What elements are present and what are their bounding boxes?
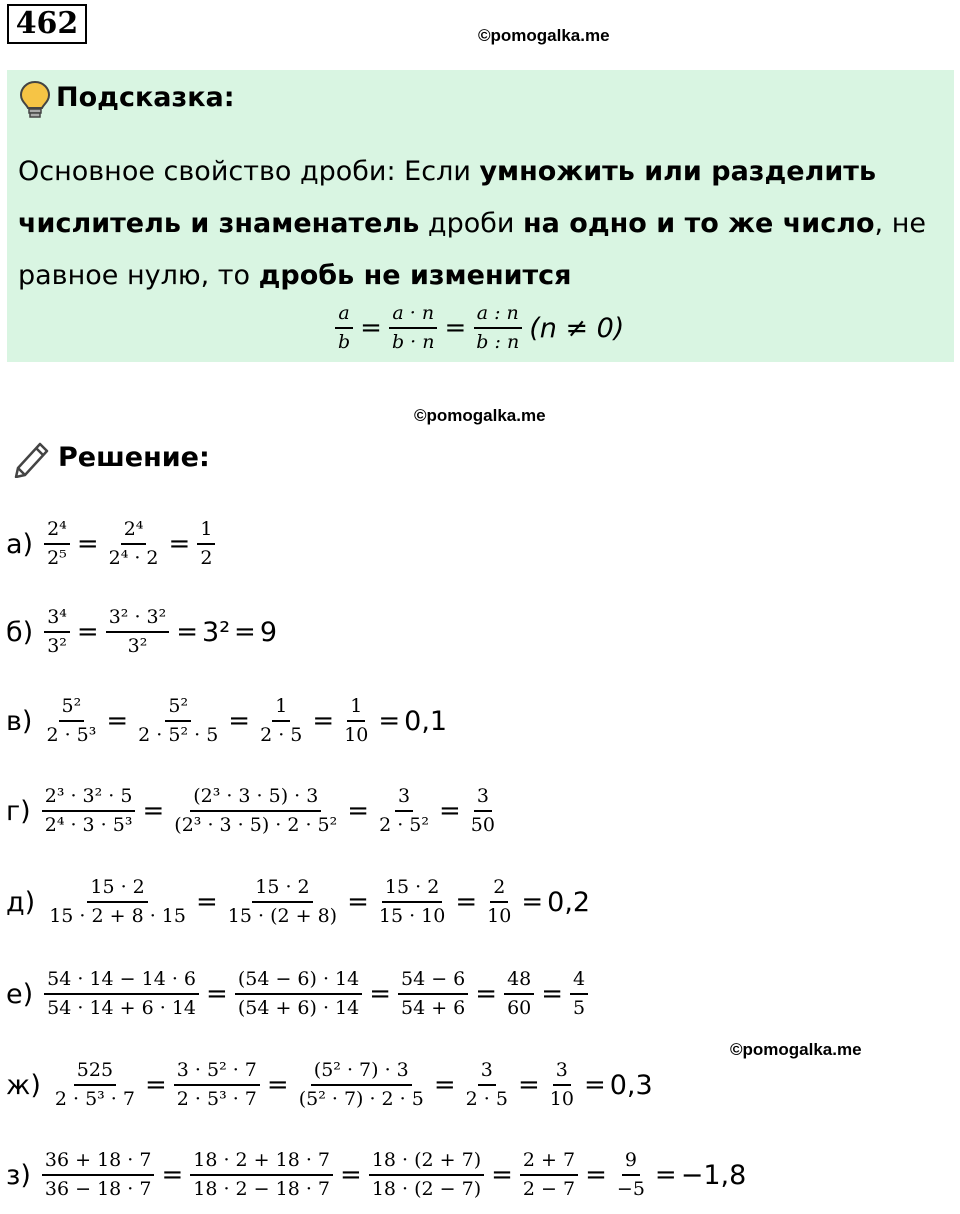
fraction: [504, 968, 534, 1020]
fraction: [44, 968, 199, 1020]
hint-text: [18, 146, 948, 302]
hint-text-fragment: дробь не изменится: [258, 260, 572, 291]
hint-text-fragment: дроби: [419, 208, 524, 239]
fraction: [468, 785, 498, 837]
result-value: 9: [259, 616, 278, 648]
equals-sign: =: [583, 1070, 606, 1100]
fraction: [42, 1149, 155, 1201]
equals-sign: =: [106, 706, 129, 736]
lightbulb-icon: [18, 80, 52, 124]
numerator: (54 − 6) · 14: [235, 968, 362, 995]
fraction: [520, 1149, 578, 1201]
equals-sign: =: [444, 313, 467, 343]
equals-sign: =: [266, 1070, 289, 1100]
denominator: 18 · 2 − 18 · 7: [193, 1178, 331, 1200]
equals-sign: =: [475, 979, 498, 1009]
equals-sign: =: [517, 1070, 540, 1100]
hint-title: Подсказка:: [56, 82, 235, 113]
result-value: −1,8: [680, 1159, 747, 1191]
fraction: [197, 518, 215, 570]
equals-sign: =: [369, 979, 391, 1009]
row-label: в): [6, 705, 33, 737]
fraction: [473, 302, 522, 354]
equals-sign: =: [347, 796, 370, 826]
numerator: 2³ · 3² · 5: [42, 785, 136, 812]
denominator: 15 · (2 + 8): [227, 905, 338, 927]
equals-sign: =: [142, 796, 165, 826]
numerator: 525: [74, 1059, 116, 1086]
equals-sign: =: [76, 617, 99, 647]
denominator: 2⁵: [47, 547, 67, 569]
fraction: [42, 785, 136, 837]
denominator: b : n: [476, 331, 520, 353]
denominator: 2: [200, 547, 213, 569]
equals-sign: =: [433, 1070, 456, 1100]
equals-sign: =: [312, 706, 335, 736]
denominator: 54 + 6: [401, 997, 466, 1019]
numerator: 5²: [165, 695, 191, 722]
fraction: [44, 518, 70, 570]
solution-title: Решение:: [58, 442, 210, 473]
numerator: 3⁴: [44, 606, 70, 633]
denominator: 2 · 5: [260, 724, 303, 746]
pencil-icon: [10, 438, 52, 482]
denominator: 10: [344, 724, 369, 746]
hint-text-fragment: на одно и то же число: [523, 208, 875, 239]
denominator: (2³ · 3 · 5) · 2 · 5²: [174, 814, 338, 836]
result-value: 0,2: [547, 886, 591, 918]
equals-sign: =: [654, 1160, 677, 1190]
hint-text-fragment: умножить или разделить числитель и знаменатель: [18, 156, 877, 239]
denominator: 10: [549, 1088, 574, 1110]
row-label: б): [6, 616, 34, 648]
equals-sign: =: [585, 1160, 607, 1190]
numerator: 3: [478, 1059, 496, 1086]
equals-sign: =: [455, 887, 478, 917]
numerator: 15 · 2: [87, 876, 147, 903]
solution-row-b: [6, 597, 279, 667]
solution-row-z: [6, 1140, 748, 1210]
solution-row-g: [6, 776, 503, 846]
solution-row-e: [6, 959, 593, 1029]
solution-row-d: [6, 867, 592, 937]
watermark: ©pomogalka.me: [414, 406, 546, 425]
denominator: 2 · 5²: [379, 814, 429, 836]
result-value: 0,1: [404, 705, 448, 737]
fraction: [235, 968, 362, 1020]
equals-sign: =: [360, 313, 382, 343]
denominator: (5² · 7) · 2 · 5: [298, 1088, 424, 1110]
numerator: (2³ · 3 · 5) · 3: [190, 785, 321, 812]
fraction: [43, 695, 99, 747]
denominator: 60: [507, 997, 532, 1019]
denominator: b · n: [391, 331, 435, 353]
equals-sign: =: [541, 979, 564, 1009]
solution-row-zh: [6, 1050, 655, 1120]
fraction: [257, 695, 305, 747]
equals-sign: =: [161, 1160, 184, 1190]
equals-sign: =: [228, 706, 251, 736]
fraction: [369, 1149, 484, 1201]
numerator: 2⁴: [44, 518, 70, 545]
result-value: 3²: [202, 616, 231, 648]
denominator: 10: [487, 905, 512, 927]
fraction: [376, 785, 432, 837]
equals-sign: =: [521, 887, 544, 917]
denominator: b: [338, 331, 351, 353]
fraction: [570, 968, 588, 1020]
solution-row-v: [6, 686, 449, 756]
denominator: 2⁴ · 3 · 5³: [44, 814, 133, 836]
fraction: [376, 876, 448, 928]
denominator: −5: [616, 1178, 645, 1200]
equals-sign: =: [378, 706, 401, 736]
fraction: [398, 968, 468, 1020]
equals-sign: =: [76, 529, 99, 559]
numerator: 48: [504, 968, 534, 995]
numerator: 18 · 2 + 18 · 7: [190, 1149, 333, 1176]
numerator: (5² · 7) · 3: [311, 1059, 412, 1086]
numerator: 9: [622, 1149, 640, 1176]
equals-sign: =: [168, 529, 191, 559]
solution-row-a: [6, 509, 220, 579]
row-label: д): [6, 886, 36, 918]
fraction: [135, 695, 221, 747]
denominator: 36 − 18 · 7: [44, 1178, 152, 1200]
fraction-property-formula: [330, 298, 626, 358]
denominator: 15 · 10: [378, 905, 446, 927]
watermark: ©pomogalka.me: [730, 1040, 862, 1059]
denominator: 2 · 5³: [46, 724, 97, 746]
equals-sign: =: [176, 617, 199, 647]
denominator: 3²: [127, 635, 148, 657]
fraction: [463, 1059, 511, 1111]
fraction: [341, 695, 371, 747]
fraction: [225, 876, 340, 928]
numerator: 3: [395, 785, 413, 812]
row-label: е): [6, 978, 34, 1010]
numerator: 3 · 5² · 7: [174, 1059, 260, 1086]
numerator: 5²: [59, 695, 85, 722]
numerator: 4: [570, 968, 588, 995]
denominator: 5: [573, 997, 586, 1019]
equals-sign: =: [195, 887, 218, 917]
fraction: [174, 1059, 260, 1111]
task-number: 462: [7, 4, 87, 44]
row-label: г): [6, 795, 31, 827]
numerator: 18 · (2 + 7): [369, 1149, 484, 1176]
denominator: 15 · 2 + 8 · 15: [49, 905, 186, 927]
denominator: 54 · 14 + 6 · 14: [47, 997, 197, 1019]
equals-sign: =: [144, 1070, 167, 1100]
fraction: [547, 1059, 577, 1111]
fraction: [171, 785, 340, 837]
denominator: 2 · 5: [465, 1088, 508, 1110]
numerator: 3: [553, 1059, 571, 1086]
numerator: a · n: [389, 302, 437, 329]
numerator: 1: [272, 695, 290, 722]
fraction: [106, 606, 170, 658]
numerator: 3² · 3²: [106, 606, 170, 633]
numerator: 54 − 6: [398, 968, 468, 995]
numerator: 3: [474, 785, 492, 812]
row-label: з): [6, 1159, 31, 1191]
denominator: 3²: [47, 635, 67, 657]
hint-text-fragment: Основное свойство дроби: Если: [18, 156, 480, 187]
denominator: 2⁴ · 2: [108, 547, 159, 569]
fraction: [46, 876, 189, 928]
fraction: [44, 606, 70, 658]
fraction: [614, 1149, 648, 1201]
watermark: ©pomogalka.me: [478, 26, 610, 45]
numerator: 2: [490, 876, 508, 903]
numerator: 1: [347, 695, 365, 722]
denominator: (54 + 6) · 14: [237, 997, 360, 1019]
equals-sign: =: [491, 1160, 513, 1190]
fraction: [335, 302, 353, 354]
numerator: 2 + 7: [520, 1149, 578, 1176]
numerator: 54 · 14 − 14 · 6: [44, 968, 199, 995]
numerator: 15 · 2: [252, 876, 312, 903]
fraction: [296, 1059, 427, 1111]
equals-sign: =: [347, 887, 369, 917]
denominator: 50: [470, 814, 495, 836]
numerator: 2⁴: [121, 518, 147, 545]
denominator: 2 · 5³ · 7: [176, 1088, 257, 1110]
fraction: [106, 518, 162, 570]
numerator: a: [335, 302, 352, 329]
numerator: 1: [197, 518, 215, 545]
fraction: [484, 876, 514, 928]
equals-sign: =: [438, 796, 461, 826]
result-value: (n ≠ 0): [529, 312, 625, 344]
numerator: 36 + 18 · 7: [42, 1149, 155, 1176]
denominator: 2 · 5³ · 7: [54, 1088, 135, 1110]
fraction: [190, 1149, 333, 1201]
result-value: 0,3: [609, 1069, 653, 1101]
denominator: 2 − 7: [522, 1178, 576, 1200]
denominator: 18 · (2 − 7): [371, 1178, 482, 1200]
hint-text-fragment: , не равное нулю, то: [18, 208, 926, 291]
row-label: ж): [6, 1069, 41, 1101]
equals-sign: =: [234, 617, 256, 647]
equals-sign: =: [340, 1160, 362, 1190]
equals-sign: =: [206, 979, 228, 1009]
denominator: 2 · 5² · 5: [138, 724, 219, 746]
numerator: a : n: [474, 302, 522, 329]
fraction: [52, 1059, 138, 1111]
numerator: 15 · 2: [382, 876, 442, 903]
row-label: а): [6, 528, 34, 560]
fraction: [389, 302, 438, 354]
